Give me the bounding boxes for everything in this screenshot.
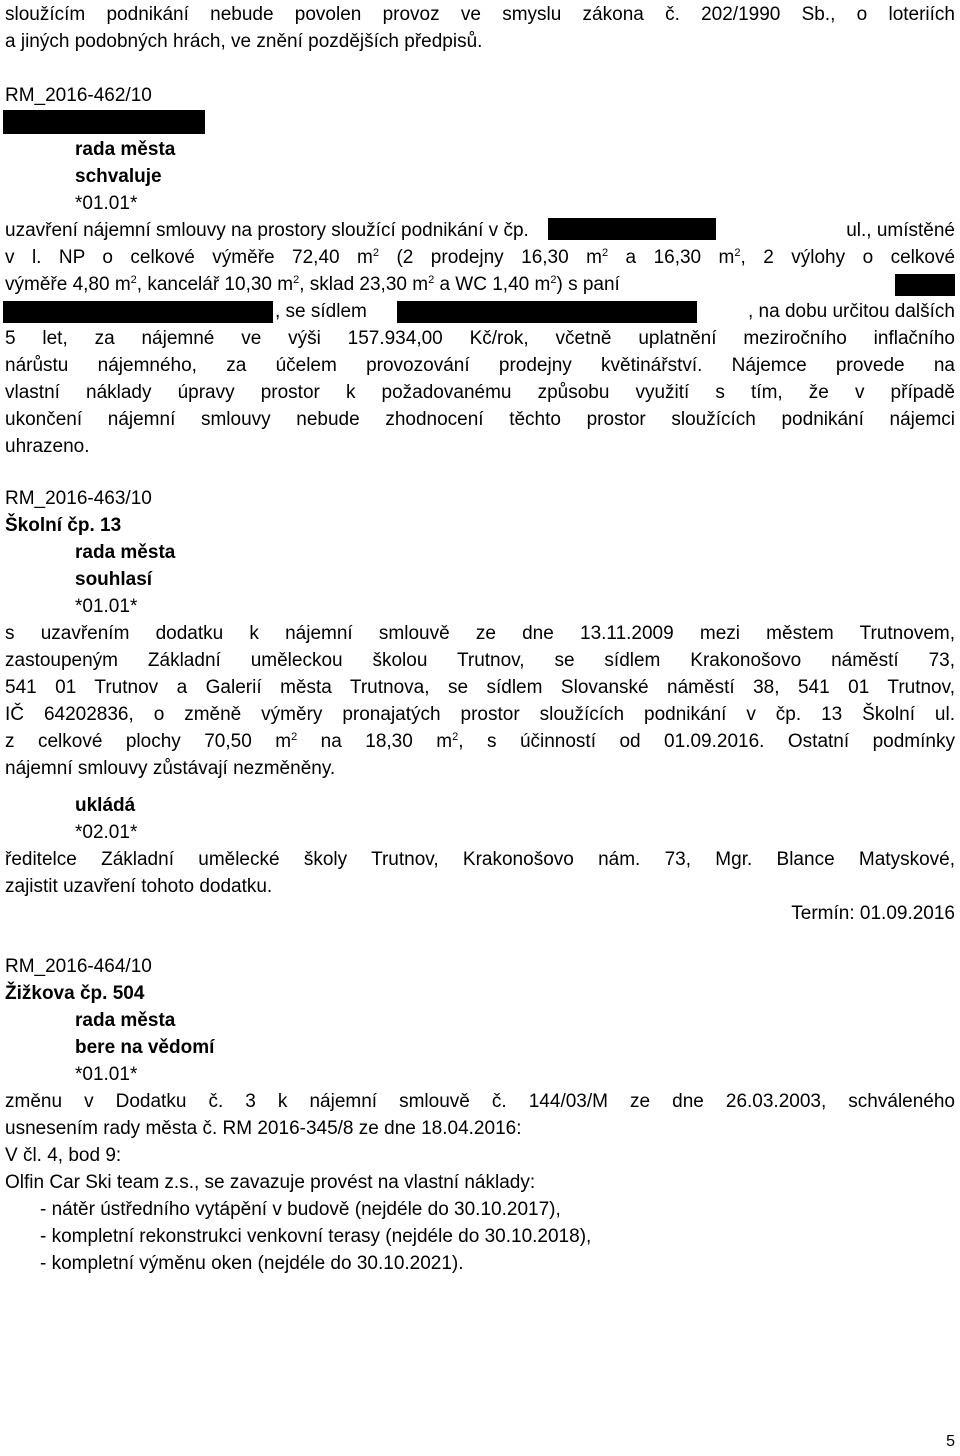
resolution-463-line-3: 541 01 Trutnov a Galerií města Trutnova, se sídlem Slovanské náměstí 38, 541 01 Trutnov,	[5, 677, 955, 698]
text-segment	[5, 271, 620, 298]
resolution-464-point: *01.01*	[75, 1064, 138, 1085]
text-segment: uzavření nájemní smlouvy na prostory sloužící podnikání v čp.	[5, 220, 529, 241]
page-number: 5	[946, 1433, 955, 1450]
superscript: 2	[601, 247, 609, 259]
resolution-464-line-4: Olfin Car Ski team z.s., se zavazuje provést na vlastní náklady:	[5, 1172, 536, 1193]
intro-line-1: sloužícím podnikání nebude povolen provoz ve smyslu zákona č. 202/1990 Sb., o loteriích	[5, 4, 955, 25]
text-segment: na 18,30 m	[297, 731, 453, 752]
resolution-462-id: RM_2016-462/10	[5, 85, 152, 106]
redaction-block	[3, 301, 273, 323]
text-segment: , s účinností od 01.09.2016. Ostatní podmínky	[458, 731, 955, 752]
list-item: - kompletní výměnu oken (nejdéle do 30.10.2021).	[40, 1253, 464, 1274]
text-segment: ul., umístěné	[846, 220, 955, 241]
resolution-463-term: Termín: 01.09.2016	[791, 903, 955, 924]
resolution-464-id: RM_2016-464/10	[5, 956, 152, 977]
resolution-462-line-6: nárůstu nájemného, za účelem provozování prodejny květinářství. Nájemce provede na	[5, 355, 955, 376]
redaction-block	[3, 110, 205, 134]
resolution-462-point: *01.01*	[75, 193, 138, 214]
superscript: 2	[130, 274, 137, 286]
resolution-462-verb: schvaluje	[75, 166, 162, 187]
resolution-462-line-3	[5, 271, 955, 298]
resolution-464-line-1: změnu v Dodatku č. 3 k nájemní smlouvě č. 144/03/M ze dne 26.03.2003, schváleného	[5, 1091, 955, 1112]
resolution-463-line-6: nájemní smlouvy zůstávají nezměněny.	[5, 758, 336, 779]
superscript: 2	[293, 274, 300, 286]
resolution-463-verb: souhlasí	[75, 569, 153, 590]
resolution-462-line-7: vlastní náklady úpravy prostor k požadovanému způsobu využití s tím, že v případě	[5, 382, 955, 403]
resolution-463-line-4: IČ 64202836, o změně výměry pronajatých prostor sloužících podnikání v čp. 13 Školní ul.	[5, 704, 955, 725]
superscript: 2	[550, 274, 557, 286]
text-segment: z celkové plochy 70,50 m	[5, 731, 292, 752]
text-segment: , kancelář 10,30 m	[136, 274, 294, 295]
resolution-463-point: *01.01*	[75, 596, 138, 617]
resolution-464-title: Žižkova čp. 504	[5, 983, 145, 1004]
superscript: 2	[372, 247, 379, 259]
resolution-464-line-3: V čl. 4, bod 9:	[5, 1145, 122, 1166]
resolution-463-line-5	[5, 728, 955, 755]
resolution-463-point-2: *02.01*	[75, 822, 138, 843]
text-segment: (2 prodejny 16,30 m	[379, 247, 602, 268]
text-segment: , sklad 23,30 m	[299, 274, 429, 295]
superscript: 2	[452, 731, 459, 743]
resolution-463-line-8: zajistit uzavření tohoto dodatku.	[5, 876, 273, 897]
resolution-462-line-8: ukončení nájemní smlouvy nebude zhodnocení těchto prostor sloužících podnikání nájemci	[5, 409, 955, 430]
text-segment: a 16,30 m	[608, 247, 735, 268]
resolution-462-line-2	[5, 244, 955, 271]
superscript: 2	[291, 731, 298, 743]
resolution-462-line-9: uhrazeno.	[5, 436, 90, 457]
text-segment: výměře 4,80 m	[5, 274, 131, 295]
text-segment: , na dobu určitou dalších	[747, 301, 955, 322]
resolution-463-body: rada města	[75, 542, 176, 563]
resolution-463-line-2: zastoupeným Základní uměleckou školou Trutnov, se sídlem Krakonošovo náměstí 73,	[5, 650, 955, 671]
resolution-464-verb: bere na vědomí	[75, 1037, 215, 1058]
superscript: 2	[428, 274, 435, 286]
text-segment: , se sídlem	[275, 301, 367, 322]
resolution-462-line-5: 5 let, za nájemné ve výši 157.934,00 Kč/rok, včetně uplatnění meziročního inflačního	[5, 328, 955, 349]
text-segment: ) s paní	[556, 274, 620, 295]
resolution-463-line-1: s uzavřením dodatku k nájemní smlouvě ze dne 13.11.2009 mezi městem Trutnovem,	[5, 623, 955, 644]
intro-line-2: a jiných podobných hrách, ve znění pozdějších předpisů.	[5, 31, 483, 52]
resolution-462-body: rada města	[75, 139, 176, 160]
redaction-block	[895, 274, 955, 296]
resolution-463-verb-2: ukládá	[75, 795, 136, 816]
list-item: - kompletní rekonstrukci venkovní terasy (nejdéle do 30.10.2018),	[40, 1226, 592, 1247]
text-segment: v l. NP o celkové výměře 72,40 m	[5, 247, 373, 268]
resolution-463-id: RM_2016-463/10	[5, 488, 152, 509]
redaction-block	[397, 301, 697, 323]
text-segment: , 2 výlohy o celkové	[740, 247, 956, 268]
resolution-463-title: Školní čp. 13	[5, 515, 122, 536]
list-item: - nátěr ústředního vytápění v budově (nejdéle do 30.10.2017),	[40, 1199, 561, 1220]
text-segment: a WC 1,40 m	[434, 274, 551, 295]
resolution-463-line-7: ředitelce Základní umělecké školy Trutnov, Krakonošovo nám. 73, Mgr. Blance Matyskové,	[5, 849, 955, 870]
redaction-block	[548, 218, 716, 240]
superscript: 2	[734, 247, 741, 259]
resolution-464-line-2: usnesením rady města č. RM 2016-345/8 ze dne 18.04.2016:	[5, 1118, 522, 1139]
resolution-462-line-1	[5, 217, 955, 244]
resolution-464-body: rada města	[75, 1010, 176, 1031]
